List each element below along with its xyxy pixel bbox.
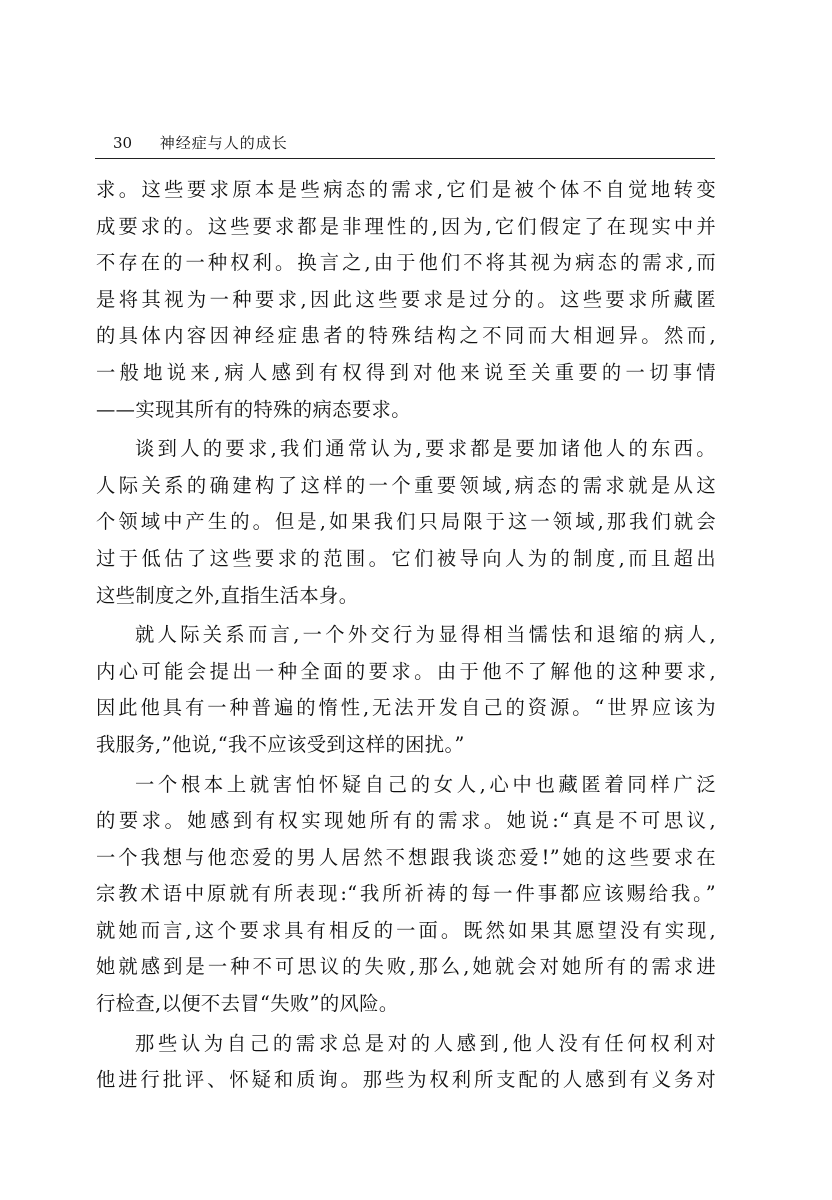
- text-line: 就人际关系而言,一个外交行为显得相当懦怯和退缩的病人,: [135, 623, 716, 647]
- paragraph: [96, 767, 716, 1023]
- text-line: 的具体内容因神经症患者的特殊结构之不同而大相迥异。然而,: [96, 324, 716, 348]
- text-line: 就她而言,这个要求具有相反的一面。既然如果其愿望没有实现,: [96, 918, 716, 942]
- text-line: 行检查,以便不去冒“失败”的风险。: [96, 992, 399, 1016]
- text-line: 一个根本上就害怕怀疑自己的女人,心中也藏匿着同样广泛: [135, 772, 716, 796]
- text-line: 一个我想与他恋爱的男人居然不想跟我谈恋爱!”她的这些要求在: [96, 845, 716, 869]
- book-title: 神经症与人的成长: [159, 134, 288, 152]
- paragraph: [96, 1026, 716, 1099]
- paragraph: [96, 617, 716, 763]
- text-line: 不存在的一种权利。换言之,由于他们不将其视为病态的需求,而: [96, 251, 716, 275]
- text-line: 一般地说来,病人感到有权得到对他来说至关重要的一切事情: [96, 360, 716, 384]
- paragraph: [96, 172, 716, 428]
- page-number: 30: [113, 134, 133, 152]
- text-line: 内心可能会提出一种全面的要求。由于他不了解他的这种要求,: [96, 659, 716, 683]
- text-line: 他进行批评、怀疑和质询。那些为权利所支配的人感到有义务对: [96, 1068, 716, 1092]
- text-line: 那些认为自己的需求总是对的人感到,他人没有任何权利对: [135, 1031, 716, 1055]
- text-line: 的要求。她感到有权实现她所有的需求。她说:“真是不可思议,: [96, 809, 716, 833]
- text-line: 宗教术语中原就有所表现:“我所祈祷的每一件事都应该赐给我。”: [96, 882, 716, 906]
- text-line: 人际关系的确建构了这样的一个重要领域,病态的需求就是从这: [96, 473, 716, 497]
- text-line: 个领域中产生的。但是,如果我们只局限于这一领域,那我们就会: [96, 510, 716, 534]
- text-line: 成要求的。这些要求都是非理性的,因为,它们假定了在现实中并: [96, 214, 716, 238]
- text-line: 求。这些要求原本是些病态的需求,它们是被个体不自觉地转变: [96, 178, 716, 201]
- body-text: [96, 172, 716, 1099]
- running-head: [95, 130, 715, 156]
- text-line: ——实现其所有的特殊的病态要求。: [96, 397, 411, 421]
- text-line: 这些制度之外,直指生活本身。: [96, 583, 359, 607]
- paragraph: [96, 431, 716, 614]
- text-line: 过于低估了这些要求的范围。它们被导向人为的制度,而且超出: [96, 546, 716, 570]
- text-line: 她就感到是一种不可思议的失败,那么,她就会对她所有的需求进: [96, 955, 716, 979]
- text-line: 我服务,”他说,“我不应该受到这样的困扰。”: [96, 732, 465, 756]
- header-rule: [95, 158, 715, 159]
- text-line: 因此他具有一种普遍的惰性,无法开发自己的资源。“世界应该为: [96, 696, 716, 720]
- text-line: 是将其视为一种要求,因此这些要求是过分的。这些要求所藏匿: [96, 287, 716, 311]
- text-line: 谈到人的要求,我们通常认为,要求都是要加诸他人的东西。: [135, 437, 716, 461]
